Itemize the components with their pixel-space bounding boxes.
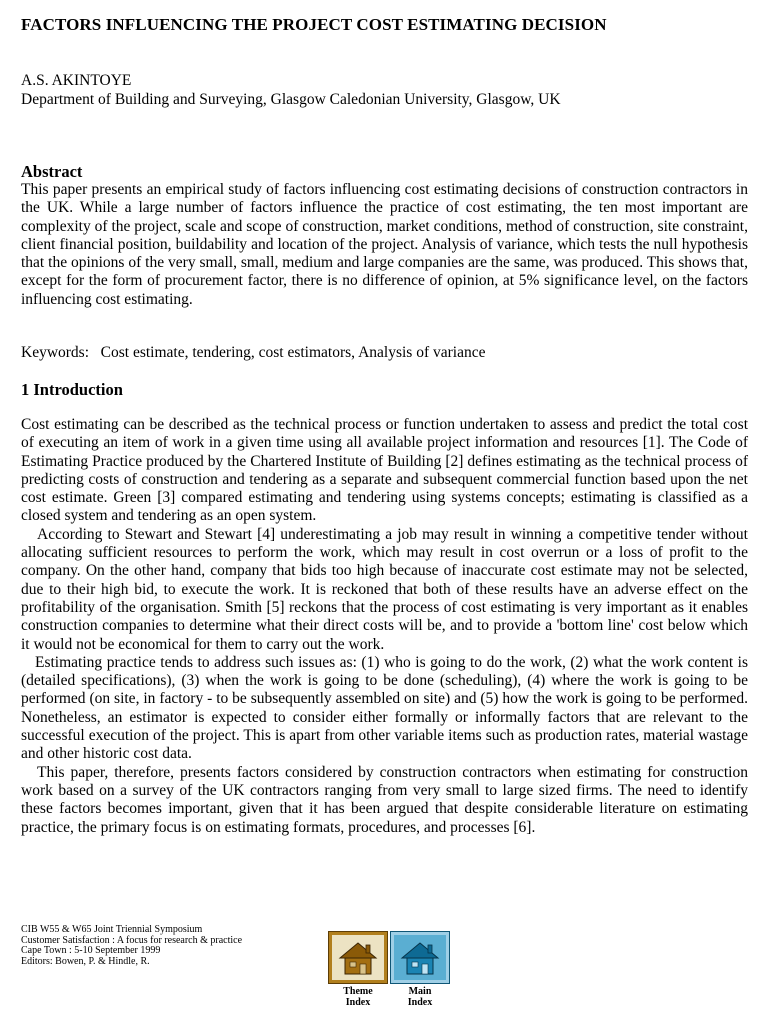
abstract-section bbox=[21, 181, 748, 309]
main-index-button[interactable] bbox=[390, 932, 450, 1008]
main-index-label-line1: Main bbox=[408, 986, 432, 997]
author-affiliation: Department of Building and Surveying, Glasgow Caledonian University, Glasgow, UK bbox=[21, 91, 561, 108]
main-index-label[interactable] bbox=[390, 986, 450, 1008]
footer-line: Customer Satisfaction : A focus for research & practice bbox=[21, 934, 243, 946]
abstract-heading: Abstract bbox=[21, 162, 83, 181]
footer-line: CIB W55 & W65 Joint Triennial Symposium bbox=[21, 924, 203, 935]
theme-index-label-line1: Theme bbox=[343, 986, 373, 997]
main-index-icon-box[interactable] bbox=[391, 932, 449, 983]
main-index-label-line2: Index bbox=[407, 997, 433, 1008]
intro-paragraph: This paper, therefore, presents factors considered by construction contractors when estimating for construction work based on a survey of the UK contractors ranging from very small to large sized firms. The need to identify these factors becomes important, given that it has been argued that despite considerable literature on estimating practice, the primary focus is on estimating formats, procedures, and processes [6]. bbox=[21, 763, 748, 836]
house-icon bbox=[338, 940, 378, 976]
theme-index-icon-box[interactable] bbox=[329, 932, 387, 983]
house-icon bbox=[400, 940, 440, 976]
footer-line: Cape Town : 5-10 September 1999 bbox=[21, 945, 161, 957]
intro-paragraph: According to Stewart and Stewart [4] underestimating a job may result in winning a competitive tender without allocating sufficient resources to perform the work, which may result in cost overrun or a loss of profit to the company. On the other hand, company that bids too high because of inaccurate cost estimate may not be selected, due to their high bid, to execute the work. It is reckoned that both of these results have an adverse effect on the profitability of the organisation. Smith [5] reckons that the process of cost estimating is very important as it enables construction companies to determine what their direct costs will be, and to provide a 'bottom line' cost below which it would not be economical for them to carry out the work. bbox=[21, 525, 748, 653]
theme-index-button[interactable] bbox=[328, 932, 388, 1008]
footer-line: Editors: Bowen, P. & Hindle, R. bbox=[21, 955, 150, 967]
intro-paragraph: Estimating practice tends to address such issues as: (1) who is going to do the work, (2) what the work content is (detailed specifications), (3) when the work is going to be done (scheduling), (4) where the work is going to be performed (on site, in factory - to be subsequently assembled on site) and (5) how the work is going to be performed. Nonetheless, an estimator is expected to consider either formally or informally factors that are relevant to the successful execution of the project. This is apart from other variable items such as production rates, material wastage and other historic cost data. bbox=[21, 653, 748, 763]
author-block bbox=[21, 71, 561, 109]
abstract-text: This paper presents an empirical study of factors influencing cost estimating decisions of construction contractors in the UK. While a large number of factors influence the practice of cost estimating, the ten most important are complexity of the project, scale and scope of construction, market conditions, method of construction, site constraint, client financial position, buildability and location of the project. Analysis of variance, which tests the null hypothesis that the opinions of the very small, small, medium and large companies are the same, was produced. This shows that, except for the form of procurement factor, there is no difference of opinion, at 5% significance level, on the factors influencing cost estimating. bbox=[21, 181, 748, 308]
section-heading-introduction: 1 Introduction bbox=[21, 380, 123, 399]
author-name: A.S. AKINTOYE bbox=[21, 72, 132, 89]
paper-title: FACTORS INFLUENCING THE PROJECT COST ESTIMATING DECISION bbox=[21, 15, 607, 34]
keywords-line: Keywords: Cost estimate, tendering, cost estimators, Analysis of variance bbox=[21, 344, 486, 361]
theme-index-label[interactable] bbox=[328, 986, 388, 1008]
intro-paragraph: Cost estimating can be described as the technical process or function undertaken to assess and predict the total cost of executing an item of work in a given time using all available project information and resources [1]. The Code of Estimating Practice produced by the Chartered Institute of Building [2] defines estimating as the technical process of predicting costs of construction and tendering as a separate and subsequent commercial function based upon the net cost estimate. Green [3] compared estimating and tendering using systems concepts; estimating is classified as a closed system and tendering as an open system. bbox=[21, 416, 748, 525]
introduction-body bbox=[21, 416, 748, 837]
symposium-footer bbox=[21, 925, 242, 967]
theme-index-label-line2: Index bbox=[345, 997, 371, 1008]
